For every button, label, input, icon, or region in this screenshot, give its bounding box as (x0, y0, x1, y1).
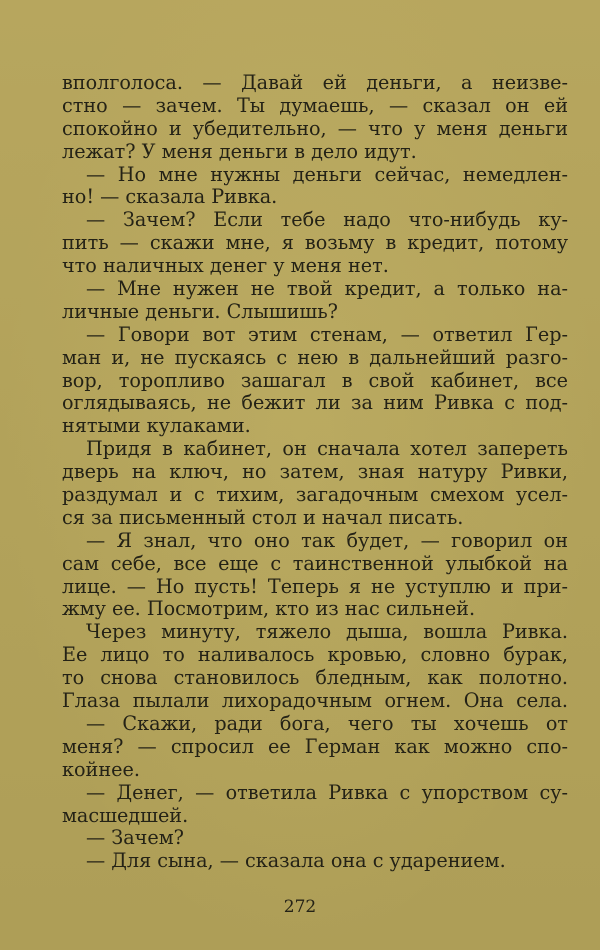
text-line: — Скажи, ради бога, чего ты хочешь от (86, 712, 568, 735)
text-line: — Но мне нужны деньги сейчас, немедлен- (86, 163, 568, 186)
text-line: койнее. (62, 758, 140, 781)
page-text (62, 72, 568, 873)
text-line: Через минуту, тяжело дыша, вошла Ривка. (86, 621, 568, 644)
text-line: — Зачем? Если тебе надо что-нибудь ку- (86, 209, 568, 232)
text-line: Глаза пылали лихорадочным огнем. Она села. (62, 690, 568, 713)
text-line: — Мне нужен не твой кредит, а только на- (86, 278, 568, 301)
text-line: — Для сына, — сказала она с ударением. (86, 850, 506, 873)
text-line: оглядываясь, не бежит ли за ним Ривка с под- (62, 392, 568, 415)
text-line: ман и, не пускаясь с нею в дальнейший разго- (62, 346, 568, 369)
text-line: то снова становилось бледным, как полотно. (62, 667, 568, 690)
text-line: — Говори вот этим стенам, — ответил Гер- (86, 323, 568, 346)
text-line: жму ее. Посмотрим, кто из нас сильней. (62, 598, 476, 621)
text-line: — Я знал, что оно так будет, — говорил он (86, 529, 568, 552)
text-line: вор, торопливо зашагал в свой кабинет, все (62, 369, 568, 392)
text-line: Ее лицо то наливалось кровью, словно бурак, (62, 644, 568, 667)
text-line: нятыми кулаками. (62, 415, 251, 438)
text-line: вполголоса. — Давай ей деньги, а неизве- (62, 72, 568, 94)
text-line: пить — скажи мне, я возьму в кредит, потому (62, 232, 568, 255)
text-line: дверь на ключ, но затем, зная натуру Ривки, (62, 461, 568, 484)
text-line: масшедшей. (62, 804, 189, 827)
text-line: сам себе, все еще с таинственной улыбкой на (62, 552, 568, 575)
text-line: лице. — Но пусть! Теперь я не уступлю и при- (62, 575, 568, 598)
text-line: — Денег, — ответила Ривка с упорством су- (86, 781, 568, 804)
text-line: меня? — спросил ее Герман как можно спо- (62, 735, 568, 758)
text-line: личные деньги. Слышишь? (62, 300, 338, 323)
text-line: — Зачем? (86, 827, 184, 850)
text-line: лежат? У меня деньги в дело идут. (62, 140, 417, 163)
text-line: ся за письменный стол и начал писать. (62, 506, 464, 529)
text-line: раздумал и с тихим, загадочным смехом усел- (62, 484, 568, 507)
text-line: спокойно и убедительно, — что у меня деньги (62, 117, 568, 140)
page-number: 272 (283, 897, 317, 917)
text-line: Придя в кабинет, он сначала хотел запереть (86, 438, 568, 461)
text-line: стно — зачем. Ты думаешь, — сказал он ей (62, 94, 568, 117)
text-line: что наличных денег у меня нет. (62, 255, 389, 278)
text-line: но! — сказала Ривка. (62, 186, 278, 209)
